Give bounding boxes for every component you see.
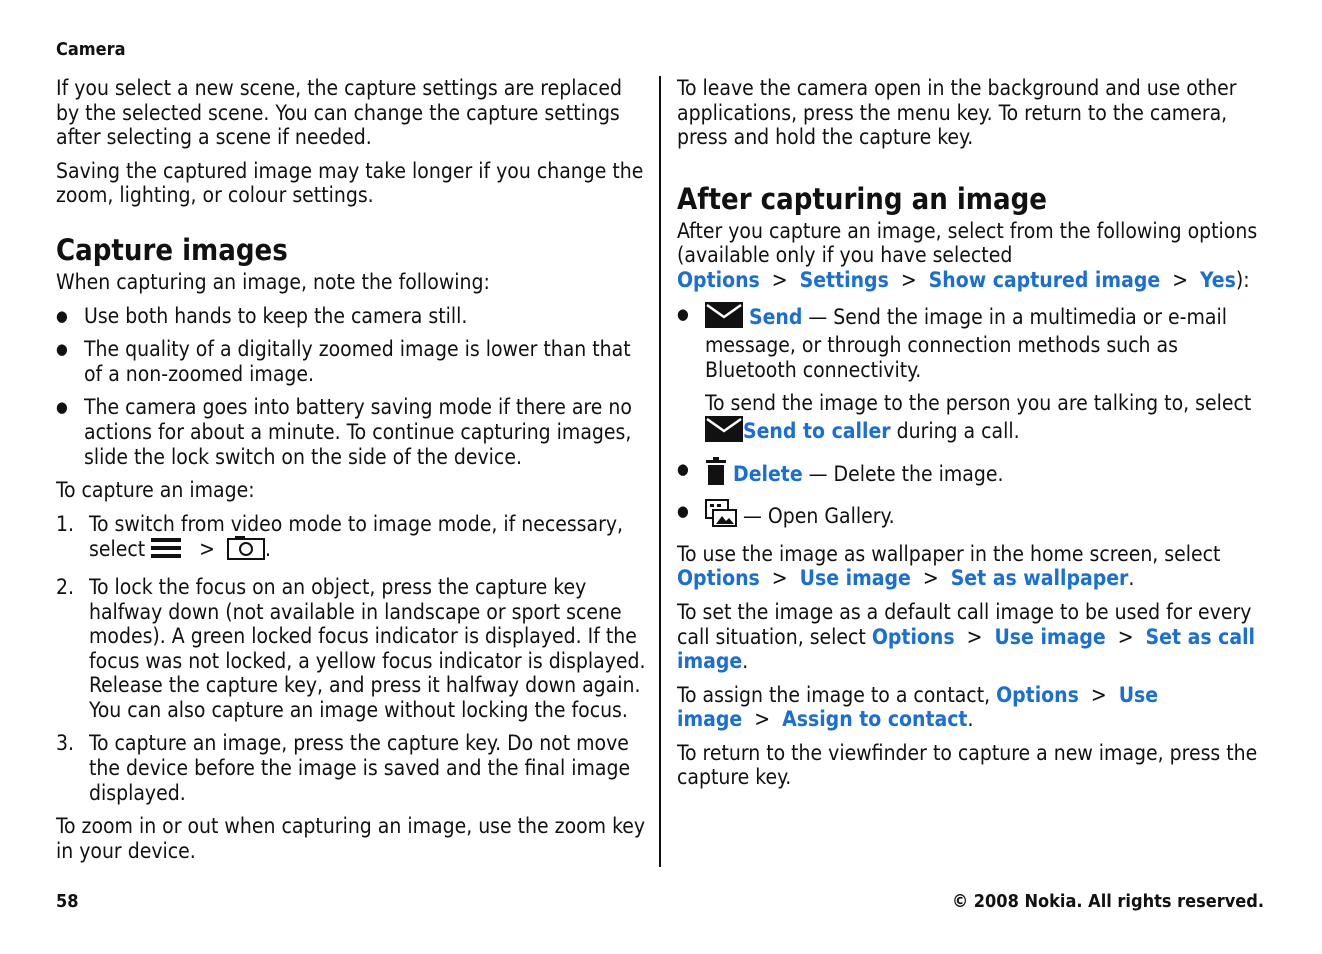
paragraph-to-capture: To capture an image: bbox=[56, 478, 255, 503]
path-separator: > bbox=[1090, 682, 1107, 707]
option-delete[interactable]: Delete bbox=[733, 461, 803, 486]
envelope-icon bbox=[705, 302, 743, 334]
text: To use the image as wallpaper in the home screen, select bbox=[677, 541, 1221, 566]
capture-steps-list bbox=[56, 512, 646, 806]
send-to-caller-note bbox=[705, 391, 1267, 447]
gallery-icon bbox=[705, 499, 737, 533]
text: ): bbox=[1235, 267, 1250, 292]
option-set-as-call-image[interactable]: Set as call image bbox=[677, 624, 1256, 674]
step-item bbox=[56, 575, 646, 723]
option-options[interactable]: Options bbox=[677, 566, 760, 591]
trash-icon bbox=[705, 457, 727, 491]
after-capture-options-list bbox=[677, 302, 1267, 533]
gallery-description: — Open Gallery. bbox=[743, 504, 895, 529]
path-separator: > bbox=[754, 707, 771, 732]
camera-icon bbox=[227, 536, 265, 566]
option-use-image[interactable]: Use image bbox=[799, 566, 911, 591]
paragraph-zoom: To zoom in or out when capturing an image, use the zoom key in your device. bbox=[56, 814, 646, 863]
option-settings[interactable]: Settings bbox=[799, 267, 889, 292]
capture-tips-list bbox=[56, 304, 646, 470]
column-divider bbox=[659, 76, 661, 867]
step-text: To capture an image, press the capture key. Do not move the device before the image is saved and the final image displayed. bbox=[89, 731, 631, 805]
path-separator: > bbox=[1117, 624, 1134, 649]
section-label: Camera bbox=[56, 39, 126, 60]
paragraph-assign-contact bbox=[677, 683, 1267, 732]
path-separator: > bbox=[966, 624, 983, 649]
heading-after-capturing: After capturing an image bbox=[677, 181, 1047, 216]
text: To send the image to the person you are talking to, select bbox=[705, 391, 1252, 416]
list-item-delete bbox=[677, 457, 1267, 491]
list-item: ● Use both hands to keep the camera still. bbox=[56, 304, 646, 329]
option-use-image[interactable]: Use image bbox=[994, 624, 1106, 649]
step-item bbox=[56, 731, 646, 805]
option-options[interactable]: Options bbox=[996, 682, 1079, 707]
text: during a call. bbox=[890, 418, 1020, 443]
path-separator: > bbox=[771, 267, 788, 292]
option-use-image[interactable]: Use image bbox=[677, 682, 1159, 732]
heading-capture-images: Capture images bbox=[56, 232, 288, 267]
paragraph-saving: Saving the captured image may take longer if you change the zoom, lighting, or colour settings. bbox=[56, 158, 644, 208]
copyright-notice: © 2008 Nokia. All rights reserved. bbox=[951, 891, 1264, 912]
option-yes[interactable]: Yes bbox=[1200, 267, 1236, 292]
list-item: ● The quality of a digitally zoomed image is lower than that of a non-zoomed image. bbox=[56, 337, 646, 386]
step-text: To switch from video mode to image mode, if necessary, select bbox=[89, 511, 624, 562]
text: After you capture an image, select from the following options (available only if you have selected bbox=[677, 218, 1258, 268]
left-column bbox=[56, 76, 646, 872]
envelope-icon bbox=[705, 416, 743, 448]
list-item-gallery bbox=[677, 499, 1267, 533]
step-text: To lock the focus on an object, press the capture key halfway down (not available in landscape or sport scene modes). A green locked focus indicator is displayed. If the focus was not locked, a yellow focus indicator is displayed. Release the capture key, and press it halfway down again. You can also capture an image without locking the focus. bbox=[89, 574, 646, 722]
option-send-to-caller[interactable]: Send to caller bbox=[743, 418, 891, 443]
right-column bbox=[677, 76, 1267, 799]
paragraph-leave-open: To leave the camera open in the background and use other applications, press the menu key. To return to the camera, press and hold the capture key. bbox=[677, 76, 1237, 150]
step-number: 1. bbox=[56, 511, 75, 536]
option-show-captured-image[interactable]: Show captured image bbox=[928, 267, 1161, 292]
path-separator: > bbox=[1172, 267, 1189, 292]
send-description: — Send the image in a multimedia or e-mail message, or through connection methods such as Bluetooth connectivity. bbox=[705, 304, 1227, 382]
menu-icon bbox=[151, 536, 181, 566]
list-item-send bbox=[677, 302, 1267, 448]
text: To assign the image to a contact, bbox=[677, 682, 991, 707]
option-options[interactable]: Options bbox=[677, 267, 760, 292]
path-separator: > bbox=[771, 566, 788, 591]
paragraph-call-image bbox=[677, 600, 1267, 674]
option-assign-to-contact[interactable]: Assign to contact bbox=[782, 707, 968, 732]
option-send[interactable]: Send bbox=[749, 304, 803, 329]
path-separator: > bbox=[900, 267, 917, 292]
text: . bbox=[742, 649, 749, 674]
step-number: 2. bbox=[56, 574, 75, 599]
step-number: 3. bbox=[56, 731, 75, 756]
paragraph-note: When capturing an image, note the following: bbox=[56, 269, 490, 294]
path-separator: > bbox=[922, 566, 939, 591]
delete-description: — Delete the image. bbox=[802, 461, 1004, 486]
step-item bbox=[56, 512, 646, 566]
text: . bbox=[967, 707, 974, 732]
paragraph-scene: If you select a new scene, the capture settings are replaced by the selected scene. You can change the capture settings after selecting a scene if needed. bbox=[56, 76, 623, 150]
paragraph-after-options bbox=[677, 219, 1267, 293]
paragraph-wallpaper bbox=[677, 542, 1267, 591]
text: . bbox=[1128, 566, 1135, 591]
list-item: ● The camera goes into battery saving mode if there are no actions for about a minute. To continue capturing images, slide the lock switch on the side of the device. bbox=[56, 395, 646, 469]
step-end: . bbox=[264, 537, 271, 562]
page-number: 58 bbox=[56, 891, 79, 912]
text: To set the image as a default call image to be used for every call situation, select bbox=[677, 599, 1252, 649]
option-options[interactable]: Options bbox=[871, 624, 955, 649]
option-set-as-wallpaper[interactable]: Set as wallpaper bbox=[950, 566, 1129, 591]
paragraph-return-viewfinder: To return to the viewfinder to capture a new image, press the capture key. bbox=[677, 740, 1258, 790]
path-separator: > bbox=[199, 537, 215, 562]
